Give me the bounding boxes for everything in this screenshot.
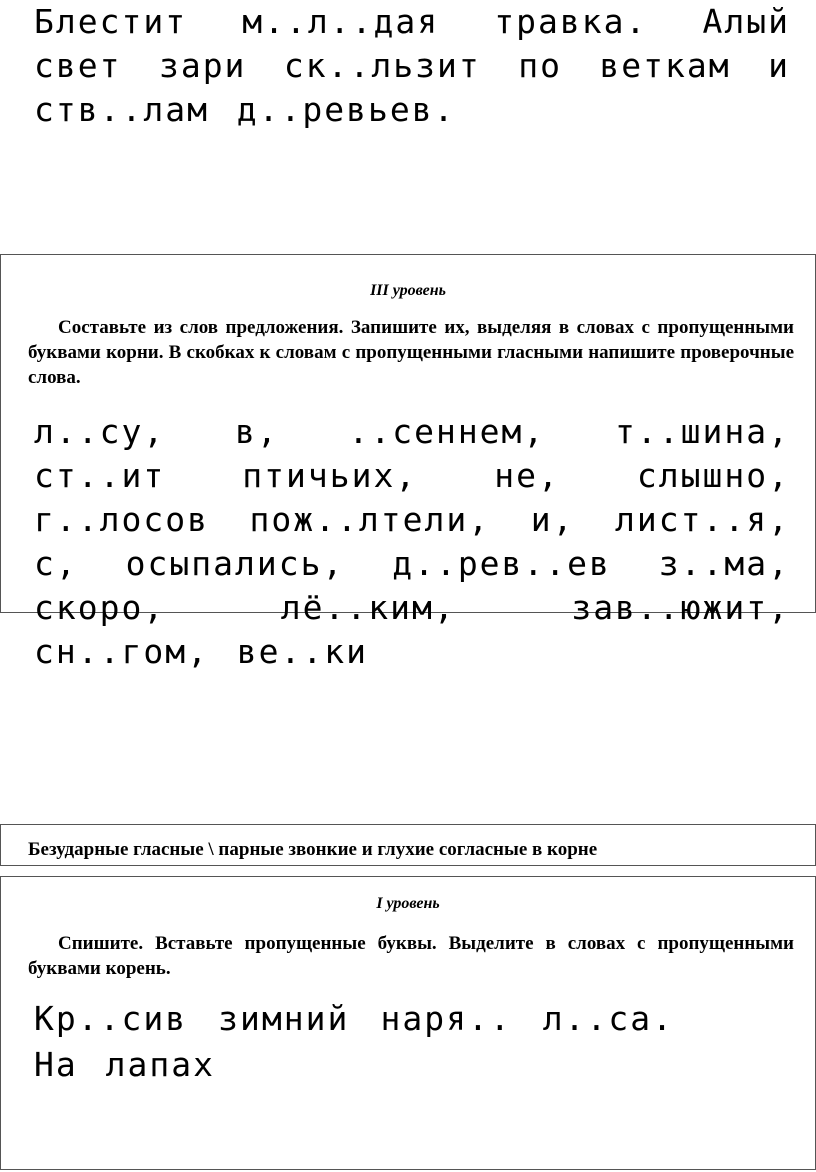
- level1-task-text: Спишите. Вставьте пропущенные буквы. Выделите в словах с пропущенными буквами корень.: [28, 933, 794, 979]
- level1-exercise-text: Кр..сив зимний наря.. л..са. На лапах: [34, 999, 674, 1084]
- rule-heading: Безударные гласные \ парные звонкие и глухие согласные в корне: [28, 839, 598, 860]
- level3-task-text: Составьте из слов предложения. Запишите их, выделяя в словах с пропущенными буквами корни. В скобках к словам с пропущенными гласными напишите проверочные слова.: [28, 317, 794, 388]
- top-exercise-text: Блестит м..л..дая травка. Алый свет зари ск..льзит по веткам и ств..лам д..ревьев.: [34, 2, 790, 129]
- level3-exercise-text: л..су, в, ..сеннем, т..шина, ст..ит птичьих, не, слышно, г..лосов пож..лтели, и, лист..я, с, осыпались, д..рев..ев з..ма, скоро, лё..ким, зав..южит, сн..гом, ве..ки: [34, 412, 790, 671]
- level1-heading: I уровень: [376, 895, 440, 912]
- level3-heading: III уровень: [370, 282, 446, 299]
